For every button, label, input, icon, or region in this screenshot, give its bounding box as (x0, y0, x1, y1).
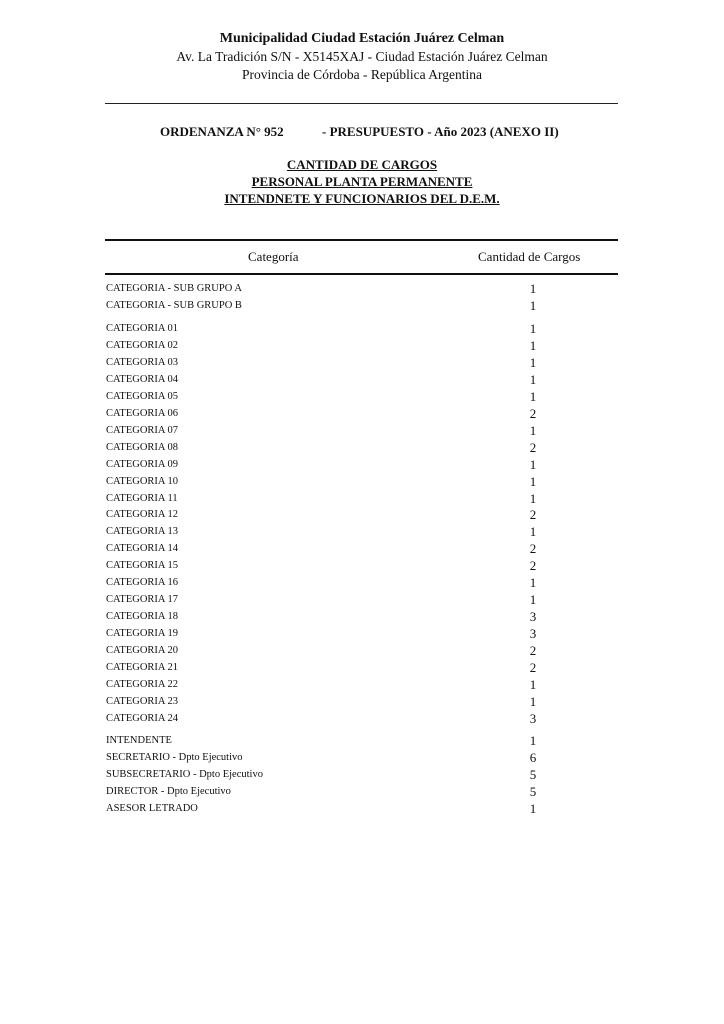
title-personal-planta: PERSONAL PLANTA PERMANENTE (251, 174, 473, 189)
table-row (0, 456, 724, 473)
table-top-rule (105, 239, 618, 241)
row-categoria: CATEGORIA 15 (106, 560, 179, 572)
row-categoria: CATEGORIA 05 (106, 390, 179, 402)
table-row (0, 422, 724, 439)
ordenanza-subject: - PRESUPUESTO - Año 2023 (ANEXO II) (322, 124, 559, 139)
row-categoria: CATEGORIA - SUB GRUPO B (106, 299, 242, 311)
table-row (0, 388, 724, 405)
table-row (0, 591, 724, 608)
row-cantidad: 3 (529, 626, 537, 642)
table-row (0, 625, 724, 642)
table-row (0, 783, 724, 800)
document-titles (0, 156, 724, 207)
table-row (0, 337, 724, 354)
table-row (0, 439, 724, 456)
row-categoria: CATEGORIA 13 (106, 526, 179, 538)
row-cantidad: 6 (529, 749, 537, 765)
row-categoria: CATEGORIA 08 (106, 441, 179, 453)
table-row (0, 523, 724, 540)
row-cantidad: 1 (529, 524, 537, 540)
row-categoria: CATEGORIA 19 (106, 628, 179, 640)
row-cantidad: 2 (529, 507, 537, 523)
row-cantidad: 1 (529, 693, 537, 709)
row-categoria: CATEGORIA 21 (106, 662, 179, 673)
row-cantidad: 1 (529, 676, 537, 692)
table-row (0, 540, 724, 557)
table-row (0, 766, 724, 783)
row-categoria: CATEGORIA 17 (106, 594, 179, 606)
row-cantidad: 1 (529, 297, 537, 313)
table-row (0, 608, 724, 625)
row-cantidad: 1 (529, 592, 537, 608)
row-cantidad: 1 (529, 321, 537, 336)
row-cantidad: 1 (529, 281, 537, 296)
row-cantidad: 2 (529, 558, 537, 574)
table-row (0, 371, 724, 388)
row-categoria: ASESOR LETRADO (106, 802, 198, 814)
table-row (0, 506, 724, 523)
row-cantidad: 3 (529, 710, 537, 726)
row-categoria: CATEGORIA 07 (106, 424, 179, 436)
row-cantidad: 1 (529, 800, 537, 816)
row-cantidad: 3 (529, 609, 537, 625)
column-header-cantidad: Cantidad de Cargos (478, 249, 581, 264)
row-categoria: CATEGORIA 09 (106, 458, 179, 470)
row-cantidad: 1 (529, 371, 537, 387)
row-categoria: CATEGORIA 11 (106, 492, 178, 504)
row-categoria: SUBSECRETARIO - Dpto Ejecutivo (106, 768, 263, 780)
table-row (0, 800, 724, 817)
row-cantidad: 1 (529, 388, 537, 404)
title-cantidad-cargos: CANTIDAD DE CARGOS (286, 157, 438, 172)
row-cantidad: 5 (529, 783, 537, 799)
row-cantidad: 1 (529, 733, 537, 748)
table-row (0, 574, 724, 591)
row-cantidad: 1 (529, 422, 537, 438)
row-cantidad: 1 (529, 490, 537, 506)
table-row (0, 676, 724, 693)
row-cantidad: 1 (529, 337, 537, 353)
row-categoria: CATEGORIA 03 (106, 356, 179, 368)
row-cantidad: 2 (529, 439, 537, 455)
row-cantidad: 1 (529, 456, 537, 472)
table-row (0, 659, 724, 676)
table-row (0, 490, 724, 507)
table-row (0, 642, 724, 659)
table-row (0, 732, 724, 749)
table-row (0, 473, 724, 490)
municipality-address: Av. La Tradición S/N - X5145XAJ - Ciudad Estación Juárez Celman (176, 49, 548, 64)
row-categoria: CATEGORIA 10 (106, 475, 179, 487)
title-intendente-funcionarios: INTENDNETE Y FUNCIONARIOS DEL D.E.M. (224, 191, 500, 206)
row-cantidad: 1 (529, 354, 537, 370)
row-categoria: DIRECTOR - Dpto Ejecutivo (106, 785, 231, 797)
row-categoria: CATEGORIA 16 (106, 577, 179, 589)
municipality-name: Municipalidad Ciudad Estación Juárez Celman (219, 31, 505, 46)
table-row (0, 354, 724, 371)
row-cantidad: 2 (529, 660, 537, 675)
row-categoria: CATEGORIA 02 (106, 339, 179, 351)
row-categoria: CATEGORIA 22 (106, 678, 179, 690)
municipality-province: Provincia de Córdoba - República Argentina (241, 67, 483, 82)
table-row (0, 320, 724, 337)
row-cantidad: 2 (529, 541, 537, 557)
table-row (0, 749, 724, 766)
row-categoria: CATEGORIA 12 (106, 509, 179, 521)
table-row (0, 405, 724, 422)
row-categoria: INTENDENTE (106, 735, 172, 746)
header-divider (105, 103, 618, 104)
row-categoria: SECRETARIO - Dpto Ejecutivo (106, 751, 243, 763)
row-cantidad: 1 (529, 575, 537, 591)
table-row (0, 557, 724, 574)
row-categoria: CATEGORIA 23 (106, 695, 179, 707)
table-row (0, 693, 724, 710)
table-row (0, 297, 724, 314)
table-header-rule (105, 273, 618, 275)
row-categoria: CATEGORIA 20 (106, 645, 179, 657)
row-categoria: CATEGORIA 01 (106, 323, 179, 334)
row-cantidad: 2 (529, 643, 537, 659)
row-cantidad: 2 (529, 405, 537, 421)
row-cantidad: 1 (529, 473, 537, 489)
row-categoria: CATEGORIA 24 (106, 712, 179, 724)
document-header (0, 30, 724, 84)
row-categoria: CATEGORIA 04 (106, 373, 179, 385)
row-categoria: CATEGORIA 06 (106, 407, 179, 419)
row-categoria: CATEGORIA 14 (106, 543, 179, 555)
column-header-categoria: Categoría (248, 249, 299, 264)
table-row (0, 280, 724, 297)
ordenanza-number: ORDENANZA N° 952 (160, 124, 284, 139)
row-cantidad: 5 (529, 766, 537, 782)
row-categoria: CATEGORIA - SUB GRUPO A (106, 283, 242, 294)
row-categoria: CATEGORIA 18 (106, 611, 179, 623)
table-row (0, 710, 724, 727)
